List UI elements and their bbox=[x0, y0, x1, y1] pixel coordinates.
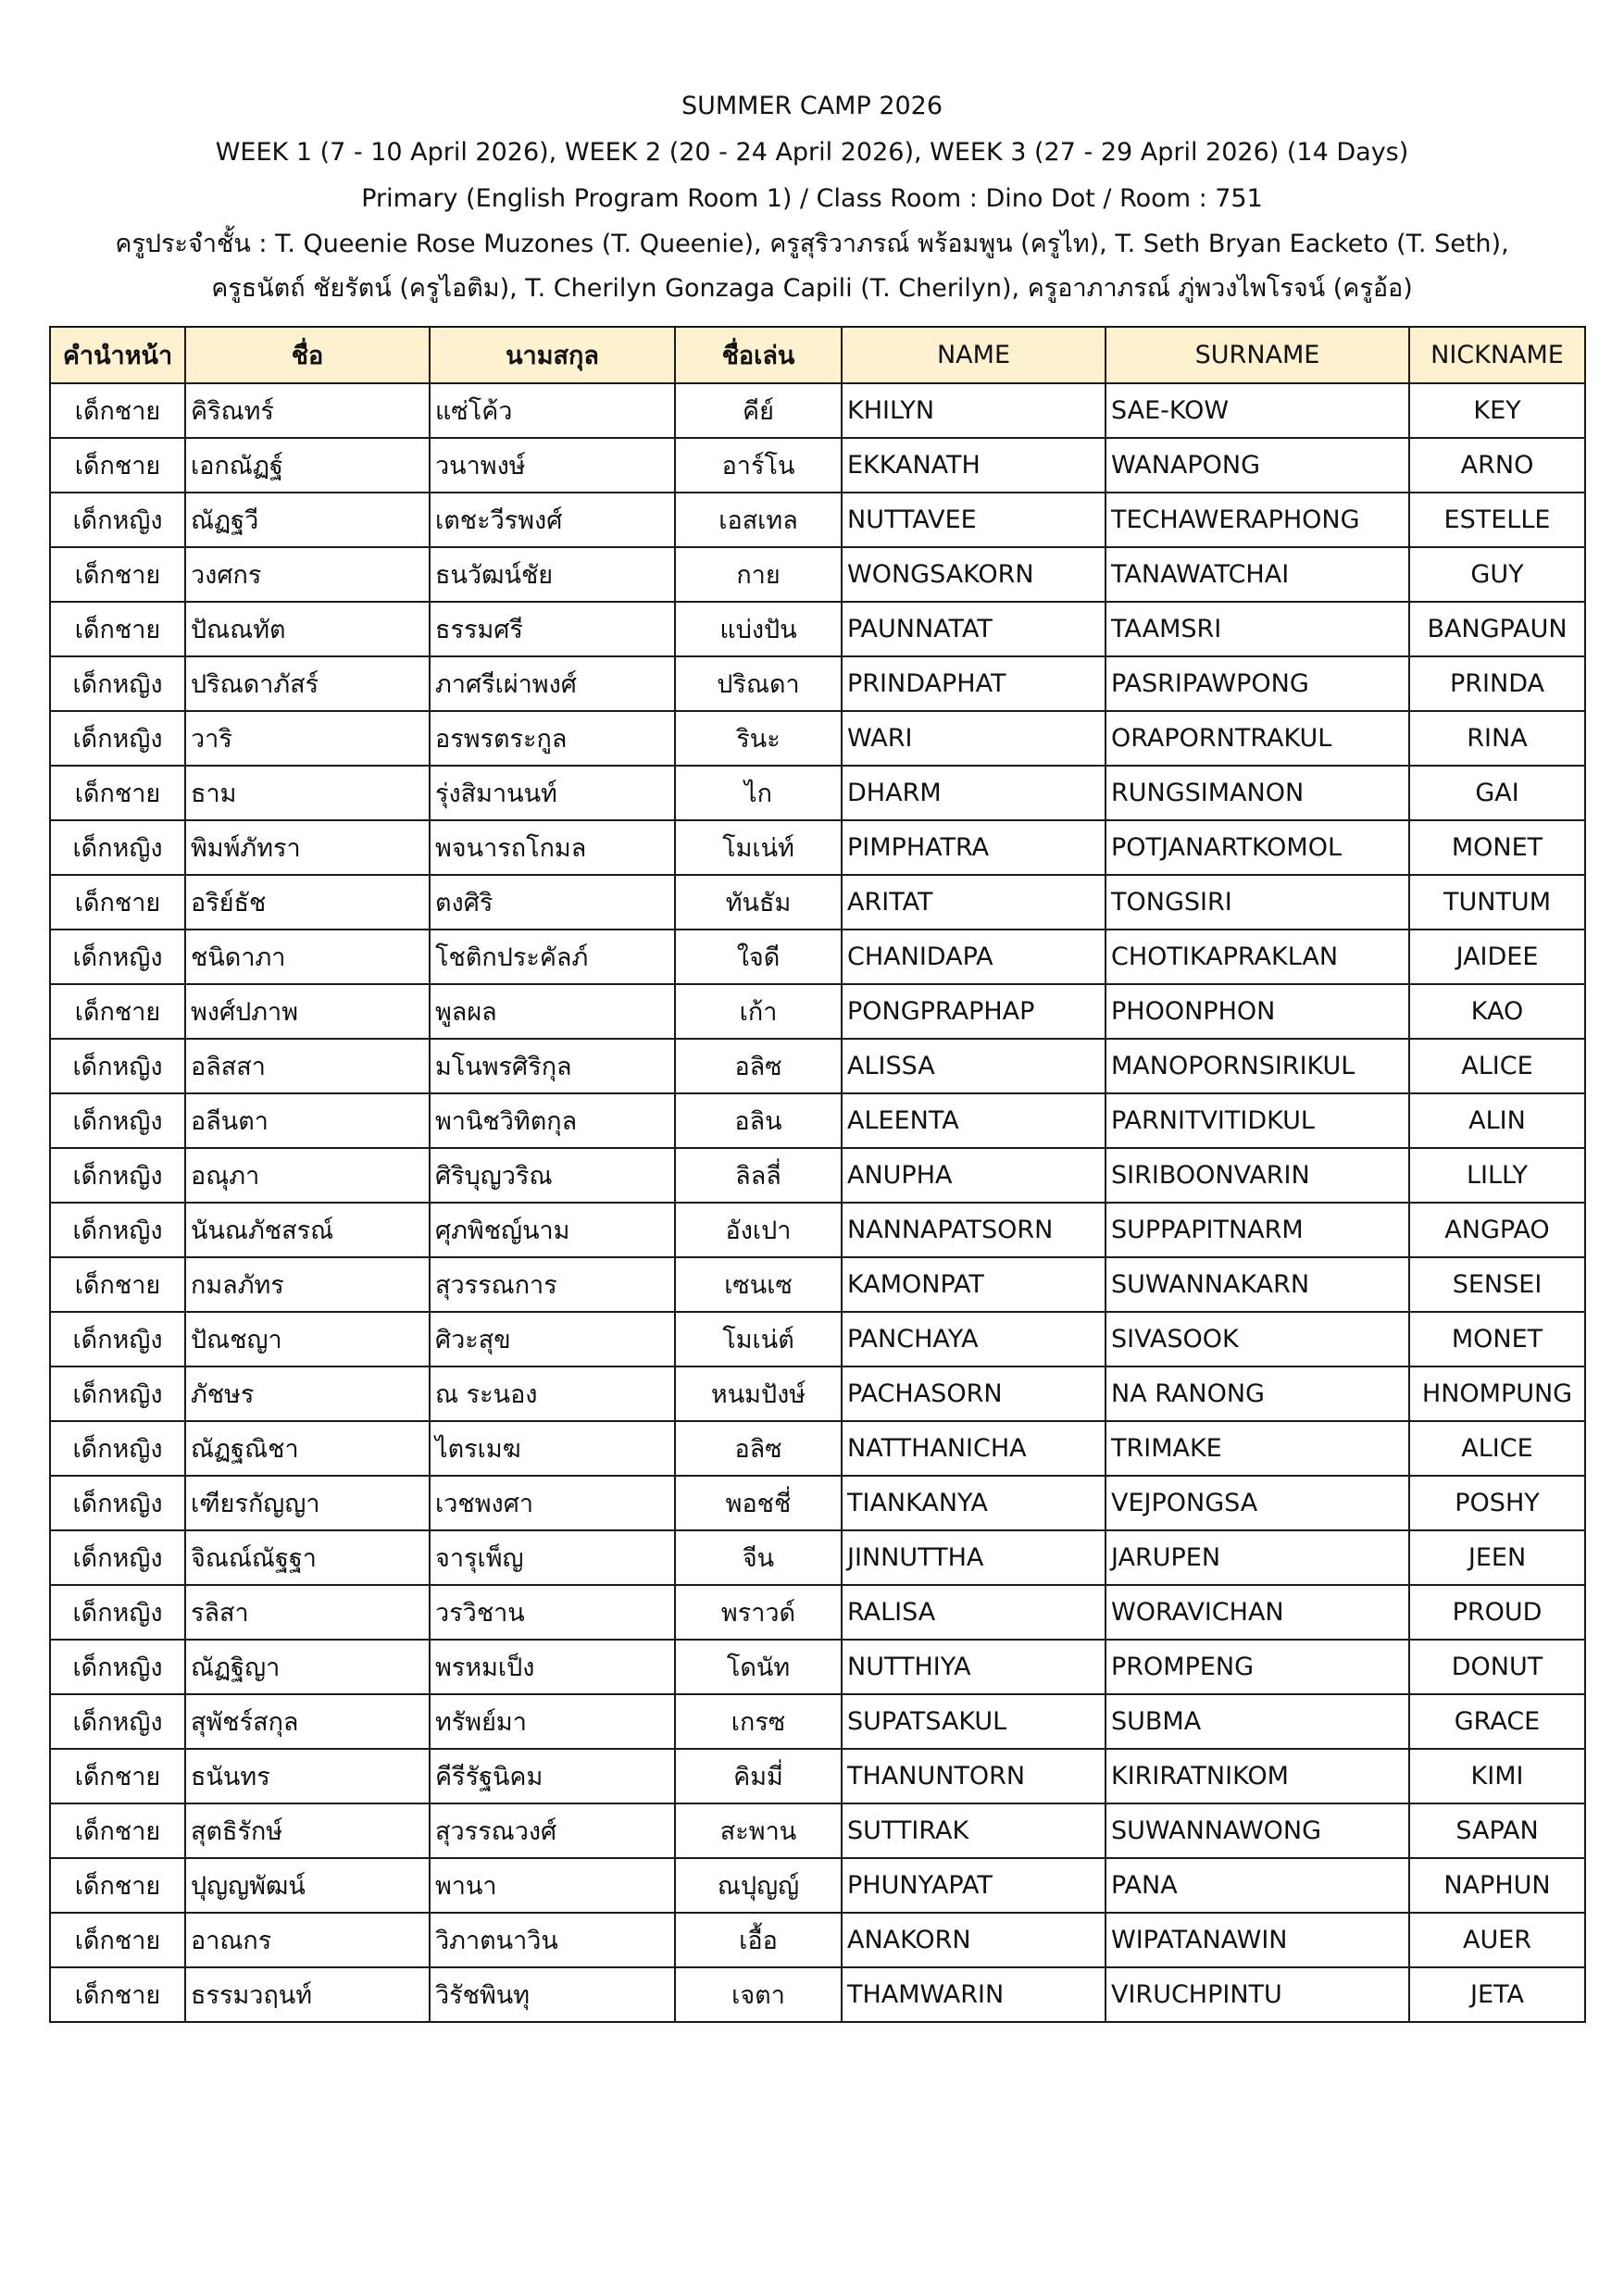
roster-body bbox=[50, 383, 1585, 2022]
surname-en-cell: TANAWATCHAI bbox=[1106, 547, 1409, 602]
surname-en-cell: TRIMAKE bbox=[1106, 1421, 1409, 1476]
nickname-th-cell: ไก bbox=[675, 766, 842, 820]
title-cell: เด็กชาย bbox=[50, 602, 185, 656]
firstname-th-cell: ภัชษร bbox=[185, 1366, 430, 1421]
nickname-en-cell: RINA bbox=[1409, 711, 1585, 766]
nickname-en-cell: LILLY bbox=[1409, 1148, 1585, 1203]
table-header-row bbox=[50, 327, 1585, 383]
surname-th-cell: ศิวะสุข bbox=[430, 1312, 675, 1366]
firstname-th-cell: ณัฏฐวี bbox=[185, 493, 430, 547]
nickname-th-cell: โดนัท bbox=[675, 1640, 842, 1694]
name-en-cell: ANAKORN bbox=[842, 1913, 1106, 1967]
title-cell: เด็กหญิง bbox=[50, 1530, 185, 1585]
table-row bbox=[50, 1148, 1585, 1203]
title-cell: เด็กชาย bbox=[50, 1858, 185, 1913]
nickname-th-cell: ทันธัม bbox=[675, 875, 842, 930]
firstname-th-cell: จิณณ์ณัฐฐา bbox=[185, 1530, 430, 1585]
title-cell: เด็กชาย bbox=[50, 383, 185, 438]
surname-en-cell: KIRIRATNIKOM bbox=[1106, 1749, 1409, 1803]
nickname-en-cell: ARNO bbox=[1409, 438, 1585, 493]
title-cell: เด็กหญิง bbox=[50, 1640, 185, 1694]
nickname-th-cell: คีย์ bbox=[675, 383, 842, 438]
surname-en-cell: WANAPONG bbox=[1106, 438, 1409, 493]
nickname-en-cell: JAIDEE bbox=[1409, 930, 1585, 984]
nickname-th-cell: ใจดี bbox=[675, 930, 842, 984]
surname-en-cell: NA RANONG bbox=[1106, 1366, 1409, 1421]
name-en-cell: ALEENTA bbox=[842, 1093, 1106, 1148]
document-header bbox=[0, 83, 1624, 311]
nickname-en-cell: JETA bbox=[1409, 1967, 1585, 2022]
name-en-cell: JINNUTTHA bbox=[842, 1530, 1106, 1585]
surname-en-cell: TAAMSRI bbox=[1106, 602, 1409, 656]
surname-en-cell: PROMPENG bbox=[1106, 1640, 1409, 1694]
page-title: SUMMER CAMP 2026 bbox=[681, 92, 943, 120]
nickname-th-cell: หนมปังษ์ bbox=[675, 1366, 842, 1421]
table-row bbox=[50, 875, 1585, 930]
surname-en-cell: SIRIBOONVARIN bbox=[1106, 1148, 1409, 1203]
column-header-surname-en: SURNAME bbox=[1106, 327, 1409, 383]
table-row bbox=[50, 1203, 1585, 1257]
surname-th-cell: คีรีรัฐนิคม bbox=[430, 1749, 675, 1803]
table-row bbox=[50, 1858, 1585, 1913]
nickname-en-cell: PROUD bbox=[1409, 1585, 1585, 1640]
surname-th-cell: อรพรตระกูล bbox=[430, 711, 675, 766]
table-row bbox=[50, 1421, 1585, 1476]
surname-th-cell: เตชะวีรพงศ์ bbox=[430, 493, 675, 547]
surname-en-cell: PASRIPAWPONG bbox=[1106, 656, 1409, 711]
nickname-en-cell: BANGPAUN bbox=[1409, 602, 1585, 656]
table-row bbox=[50, 1749, 1585, 1803]
firstname-th-cell: อลิสสา bbox=[185, 1039, 430, 1093]
column-header-nickname-en: NICKNAME bbox=[1409, 327, 1585, 383]
nickname-en-cell: ALIN bbox=[1409, 1093, 1585, 1148]
surname-en-cell: POTJANARTKOMOL bbox=[1106, 820, 1409, 875]
nickname-en-cell: SENSEI bbox=[1409, 1257, 1585, 1312]
nickname-en-cell: MONET bbox=[1409, 820, 1585, 875]
name-en-cell: NUTTAVEE bbox=[842, 493, 1106, 547]
nickname-en-cell: JEEN bbox=[1409, 1530, 1585, 1585]
table-row bbox=[50, 547, 1585, 602]
title-cell: เด็กหญิง bbox=[50, 820, 185, 875]
surname-th-cell: วิภาตนาวิน bbox=[430, 1913, 675, 1967]
nickname-th-cell: ปริณดา bbox=[675, 656, 842, 711]
title-cell: เด็กหญิง bbox=[50, 1312, 185, 1366]
firstname-th-cell: นันณภัชสรณ์ bbox=[185, 1203, 430, 1257]
nickname-th-cell: พอชชี่ bbox=[675, 1476, 842, 1530]
name-en-cell: PHUNYAPAT bbox=[842, 1858, 1106, 1913]
column-header-firstname-th: ชื่อ bbox=[185, 327, 430, 383]
title-cell: เด็กชาย bbox=[50, 1749, 185, 1803]
surname-th-cell: จารุเพ็ญ bbox=[430, 1530, 675, 1585]
table-row bbox=[50, 1366, 1585, 1421]
table-row bbox=[50, 1585, 1585, 1640]
firstname-th-cell: ปริณดาภัสร์ bbox=[185, 656, 430, 711]
table-row bbox=[50, 1039, 1585, 1093]
nickname-th-cell: โมเน่ท์ bbox=[675, 820, 842, 875]
surname-th-cell: ภาศรีเผ่าพงศ์ bbox=[430, 656, 675, 711]
title-cell: เด็กหญิง bbox=[50, 1421, 185, 1476]
title-cell: เด็กชาย bbox=[50, 766, 185, 820]
table-row bbox=[50, 1640, 1585, 1694]
name-en-cell: PONGPRAPHAP bbox=[842, 984, 1106, 1039]
table-row bbox=[50, 1967, 1585, 2022]
firstname-th-cell: คิริณทร์ bbox=[185, 383, 430, 438]
table-row bbox=[50, 1913, 1585, 1967]
nickname-en-cell: ESTELLE bbox=[1409, 493, 1585, 547]
nickname-th-cell: คิมมี่ bbox=[675, 1749, 842, 1803]
firstname-th-cell: เอกณัฏฐ์ bbox=[185, 438, 430, 493]
title-cell: เด็กหญิง bbox=[50, 1203, 185, 1257]
surname-th-cell: พจนารถโกมล bbox=[430, 820, 675, 875]
table-row bbox=[50, 602, 1585, 656]
surname-en-cell: SUBMA bbox=[1106, 1694, 1409, 1749]
title-cell: เด็กหญิง bbox=[50, 1148, 185, 1203]
nickname-en-cell: ALICE bbox=[1409, 1421, 1585, 1476]
name-en-cell: ARITAT bbox=[842, 875, 1106, 930]
surname-en-cell: PANA bbox=[1106, 1858, 1409, 1913]
surname-th-cell: ณ ระนอง bbox=[430, 1366, 675, 1421]
firstname-th-cell: กมลภัทร bbox=[185, 1257, 430, 1312]
surname-en-cell: SUWANNAWONG bbox=[1106, 1803, 1409, 1858]
surname-en-cell: PHOONPHON bbox=[1106, 984, 1409, 1039]
name-en-cell: SUTTIRAK bbox=[842, 1803, 1106, 1858]
surname-th-cell: รุ่งสิมานนท์ bbox=[430, 766, 675, 820]
nickname-en-cell: AUER bbox=[1409, 1913, 1585, 1967]
title-cell: เด็กหญิง bbox=[50, 930, 185, 984]
surname-th-cell: โชติกประคัลภ์ bbox=[430, 930, 675, 984]
title-cell: เด็กชาย bbox=[50, 984, 185, 1039]
surname-en-cell: TECHAWERAPHONG bbox=[1106, 493, 1409, 547]
nickname-en-cell: KEY bbox=[1409, 383, 1585, 438]
table-row bbox=[50, 1093, 1585, 1148]
name-en-cell: SUPATSAKUL bbox=[842, 1694, 1106, 1749]
title-cell: เด็กหญิง bbox=[50, 656, 185, 711]
surname-en-cell: SAE-KOW bbox=[1106, 383, 1409, 438]
firstname-th-cell: ปัณณทัต bbox=[185, 602, 430, 656]
nickname-th-cell: โมเน่ต์ bbox=[675, 1312, 842, 1366]
firstname-th-cell: พิมพ์ภัทรา bbox=[185, 820, 430, 875]
name-en-cell: NATTHANICHA bbox=[842, 1421, 1106, 1476]
nickname-en-cell: MONET bbox=[1409, 1312, 1585, 1366]
table-row bbox=[50, 656, 1585, 711]
surname-th-cell: พานา bbox=[430, 1858, 675, 1913]
nickname-th-cell: เอื้อ bbox=[675, 1913, 842, 1967]
nickname-th-cell: ลิลลี่ bbox=[675, 1148, 842, 1203]
firstname-th-cell: อณุภา bbox=[185, 1148, 430, 1203]
title-cell: เด็กชาย bbox=[50, 1257, 185, 1312]
firstname-th-cell: ธาม bbox=[185, 766, 430, 820]
surname-en-cell: WIPATANAWIN bbox=[1106, 1913, 1409, 1967]
nickname-en-cell: KIMI bbox=[1409, 1749, 1585, 1803]
surname-th-cell: สุวรรณวงศ์ bbox=[430, 1803, 675, 1858]
surname-th-cell: เวชพงศา bbox=[430, 1476, 675, 1530]
column-header-title: คำนำหน้า bbox=[50, 327, 185, 383]
surname-th-cell: ธรรมศรี bbox=[430, 602, 675, 656]
nickname-th-cell: รินะ bbox=[675, 711, 842, 766]
column-header-nickname-th: ชื่อเล่น bbox=[675, 327, 842, 383]
name-en-cell: PRINDAPHAT bbox=[842, 656, 1106, 711]
teachers-line-2: ครูธนัตถ์ ชัยรัตน์ (ครูไอติม), T. Cherilyn Gonzaga Capili (T. Cherilyn), ครูอาภาภรณ์ ภู่พวงไพโรจน์ (ครูอ้อ) bbox=[211, 274, 1413, 303]
firstname-th-cell: วาริ bbox=[185, 711, 430, 766]
table-row bbox=[50, 820, 1585, 875]
name-en-cell: NUTTHIYA bbox=[842, 1640, 1106, 1694]
name-en-cell: THANUNTORN bbox=[842, 1749, 1106, 1803]
name-en-cell: EKKANATH bbox=[842, 438, 1106, 493]
table-row bbox=[50, 984, 1585, 1039]
column-header-name-en: NAME bbox=[842, 327, 1106, 383]
surname-en-cell: VIRUCHPINTU bbox=[1106, 1967, 1409, 2022]
surname-en-cell: WORAVICHAN bbox=[1106, 1585, 1409, 1640]
title-cell: เด็กชาย bbox=[50, 1967, 185, 2022]
nickname-th-cell: เอสเทล bbox=[675, 493, 842, 547]
name-en-cell: ANUPHA bbox=[842, 1148, 1106, 1203]
nickname-en-cell: TUNTUM bbox=[1409, 875, 1585, 930]
firstname-th-cell: ปัณชญา bbox=[185, 1312, 430, 1366]
surname-th-cell: พรหมเป็ง bbox=[430, 1640, 675, 1694]
table-row bbox=[50, 1476, 1585, 1530]
surname-th-cell: ศิริบุญวริณ bbox=[430, 1148, 675, 1203]
nickname-th-cell: ณปุญญ์ bbox=[675, 1858, 842, 1913]
nickname-th-cell: อังเปา bbox=[675, 1203, 842, 1257]
nickname-en-cell: KAO bbox=[1409, 984, 1585, 1039]
name-en-cell: PACHASORN bbox=[842, 1366, 1106, 1421]
nickname-en-cell: ANGPAO bbox=[1409, 1203, 1585, 1257]
surname-en-cell: JARUPEN bbox=[1106, 1530, 1409, 1585]
nickname-th-cell: พราวด์ bbox=[675, 1585, 842, 1640]
title-cell: เด็กหญิง bbox=[50, 1366, 185, 1421]
nickname-en-cell: SAPAN bbox=[1409, 1803, 1585, 1858]
name-en-cell: TIANKANYA bbox=[842, 1476, 1106, 1530]
table-row bbox=[50, 438, 1585, 493]
surname-th-cell: วรวิชาน bbox=[430, 1585, 675, 1640]
firstname-th-cell: วงศกร bbox=[185, 547, 430, 602]
nickname-en-cell: NAPHUN bbox=[1409, 1858, 1585, 1913]
firstname-th-cell: อลีนตา bbox=[185, 1093, 430, 1148]
title-cell: เด็กชาย bbox=[50, 438, 185, 493]
surname-th-cell: ตงศิริ bbox=[430, 875, 675, 930]
table-row bbox=[50, 711, 1585, 766]
title-cell: เด็กชาย bbox=[50, 1913, 185, 1967]
firstname-th-cell: สุตธิรักษ์ bbox=[185, 1803, 430, 1858]
firstname-th-cell: สุพัชร์สกุล bbox=[185, 1694, 430, 1749]
surname-th-cell: พูลผล bbox=[430, 984, 675, 1039]
name-en-cell: THAMWARIN bbox=[842, 1967, 1106, 2022]
program-info: Primary (English Program Room 1) / Class Room : Dino Dot / Room : 751 bbox=[361, 184, 1263, 213]
teachers-line-1: ครูประจำชั้น : T. Queenie Rose Muzones (T. Queenie), ครูสุริวาภรณ์ พร้อมพูน (ครูไท), T. Seth Bryan Eacketo (T. Seth), bbox=[115, 230, 1509, 258]
surname-en-cell: PARNITVITIDKUL bbox=[1106, 1093, 1409, 1148]
nickname-th-cell: อลิซ bbox=[675, 1039, 842, 1093]
nickname-th-cell: เกรซ bbox=[675, 1694, 842, 1749]
firstname-th-cell: ธนันทร bbox=[185, 1749, 430, 1803]
firstname-th-cell: อาณกร bbox=[185, 1913, 430, 1967]
title-cell: เด็กหญิง bbox=[50, 711, 185, 766]
nickname-en-cell: HNOMPUNG bbox=[1409, 1366, 1585, 1421]
table-row bbox=[50, 1257, 1585, 1312]
name-en-cell: CHANIDAPA bbox=[842, 930, 1106, 984]
table-row bbox=[50, 766, 1585, 820]
firstname-th-cell: ปุญญพัฒน์ bbox=[185, 1858, 430, 1913]
title-cell: เด็กชาย bbox=[50, 875, 185, 930]
title-cell: เด็กหญิง bbox=[50, 1093, 185, 1148]
nickname-th-cell: เจตา bbox=[675, 1967, 842, 2022]
surname-th-cell: แซ่โค้ว bbox=[430, 383, 675, 438]
nickname-en-cell: GRACE bbox=[1409, 1694, 1585, 1749]
name-en-cell: RALISA bbox=[842, 1585, 1106, 1640]
nickname-en-cell: POSHY bbox=[1409, 1476, 1585, 1530]
surname-en-cell: SIVASOOK bbox=[1106, 1312, 1409, 1366]
surname-en-cell: ORAPORNTRAKUL bbox=[1106, 711, 1409, 766]
surname-en-cell: VEJPONGSA bbox=[1106, 1476, 1409, 1530]
column-header-surname-th: นามสกุล bbox=[430, 327, 675, 383]
nickname-th-cell: เก้า bbox=[675, 984, 842, 1039]
surname-th-cell: ธนวัฒน์ชัย bbox=[430, 547, 675, 602]
title-cell: เด็กหญิง bbox=[50, 1694, 185, 1749]
name-en-cell: PIMPHATRA bbox=[842, 820, 1106, 875]
surname-en-cell: TONGSIRI bbox=[1106, 875, 1409, 930]
nickname-th-cell: อลิซ bbox=[675, 1421, 842, 1476]
surname-en-cell: SUPPAPITNARM bbox=[1106, 1203, 1409, 1257]
name-en-cell: KHILYN bbox=[842, 383, 1106, 438]
nickname-en-cell: GAI bbox=[1409, 766, 1585, 820]
surname-th-cell: พานิชวิทิตกุล bbox=[430, 1093, 675, 1148]
title-cell: เด็กชาย bbox=[50, 1803, 185, 1858]
nickname-th-cell: กาย bbox=[675, 547, 842, 602]
nickname-en-cell: PRINDA bbox=[1409, 656, 1585, 711]
name-en-cell: ALISSA bbox=[842, 1039, 1106, 1093]
nickname-th-cell: จีน bbox=[675, 1530, 842, 1585]
title-cell: เด็กหญิง bbox=[50, 1585, 185, 1640]
surname-en-cell: CHOTIKAPRAKLAN bbox=[1106, 930, 1409, 984]
firstname-th-cell: เฑียรกัญญา bbox=[185, 1476, 430, 1530]
surname-en-cell: SUWANNAKARN bbox=[1106, 1257, 1409, 1312]
surname-th-cell: วนาพงษ์ bbox=[430, 438, 675, 493]
nickname-th-cell: เซนเซ bbox=[675, 1257, 842, 1312]
surname-th-cell: ทรัพย์มา bbox=[430, 1694, 675, 1749]
surname-th-cell: ไตรเมฆ bbox=[430, 1421, 675, 1476]
camp-weeks: WEEK 1 (7 - 10 April 2026), WEEK 2 (20 - 24 April 2026), WEEK 3 (27 - 29 April 2026) (14 Days) bbox=[215, 138, 1409, 167]
name-en-cell: KAMONPAT bbox=[842, 1257, 1106, 1312]
firstname-th-cell: ธรรมวฤนท์ bbox=[185, 1967, 430, 2022]
nickname-th-cell: อลิน bbox=[675, 1093, 842, 1148]
surname-th-cell: สุวรรณการ bbox=[430, 1257, 675, 1312]
nickname-en-cell: ALICE bbox=[1409, 1039, 1585, 1093]
title-cell: เด็กหญิง bbox=[50, 493, 185, 547]
firstname-th-cell: ณัฏฐณิชา bbox=[185, 1421, 430, 1476]
name-en-cell: PAUNNATAT bbox=[842, 602, 1106, 656]
surname-th-cell: วิรัชพินทุ bbox=[430, 1967, 675, 2022]
table-row bbox=[50, 1312, 1585, 1366]
table-row bbox=[50, 1803, 1585, 1858]
table-row bbox=[50, 1530, 1585, 1585]
nickname-th-cell: สะพาน bbox=[675, 1803, 842, 1858]
table-row bbox=[50, 383, 1585, 438]
firstname-th-cell: ณัฏฐิญา bbox=[185, 1640, 430, 1694]
name-en-cell: DHARM bbox=[842, 766, 1106, 820]
nickname-en-cell: GUY bbox=[1409, 547, 1585, 602]
title-cell: เด็กหญิง bbox=[50, 1476, 185, 1530]
firstname-th-cell: พงศ์ปภาพ bbox=[185, 984, 430, 1039]
surname-th-cell: มโนพรศิริกุล bbox=[430, 1039, 675, 1093]
surname-en-cell: MANOPORNSIRIKUL bbox=[1106, 1039, 1409, 1093]
surname-en-cell: RUNGSIMANON bbox=[1106, 766, 1409, 820]
nickname-th-cell: อาร์โน bbox=[675, 438, 842, 493]
title-cell: เด็กชาย bbox=[50, 547, 185, 602]
name-en-cell: WONGSAKORN bbox=[842, 547, 1106, 602]
firstname-th-cell: รลิสา bbox=[185, 1585, 430, 1640]
table-row bbox=[50, 930, 1585, 984]
student-roster-table bbox=[49, 326, 1586, 2023]
name-en-cell: WARI bbox=[842, 711, 1106, 766]
table-row bbox=[50, 493, 1585, 547]
name-en-cell: PANCHAYA bbox=[842, 1312, 1106, 1366]
name-en-cell: NANNAPATSORN bbox=[842, 1203, 1106, 1257]
firstname-th-cell: อริย์ธัช bbox=[185, 875, 430, 930]
surname-th-cell: ศุภพิชญ์นาม bbox=[430, 1203, 675, 1257]
table-row bbox=[50, 1694, 1585, 1749]
title-cell: เด็กหญิง bbox=[50, 1039, 185, 1093]
firstname-th-cell: ชนิดาภา bbox=[185, 930, 430, 984]
nickname-th-cell: แบ่งปัน bbox=[675, 602, 842, 656]
nickname-en-cell: DONUT bbox=[1409, 1640, 1585, 1694]
